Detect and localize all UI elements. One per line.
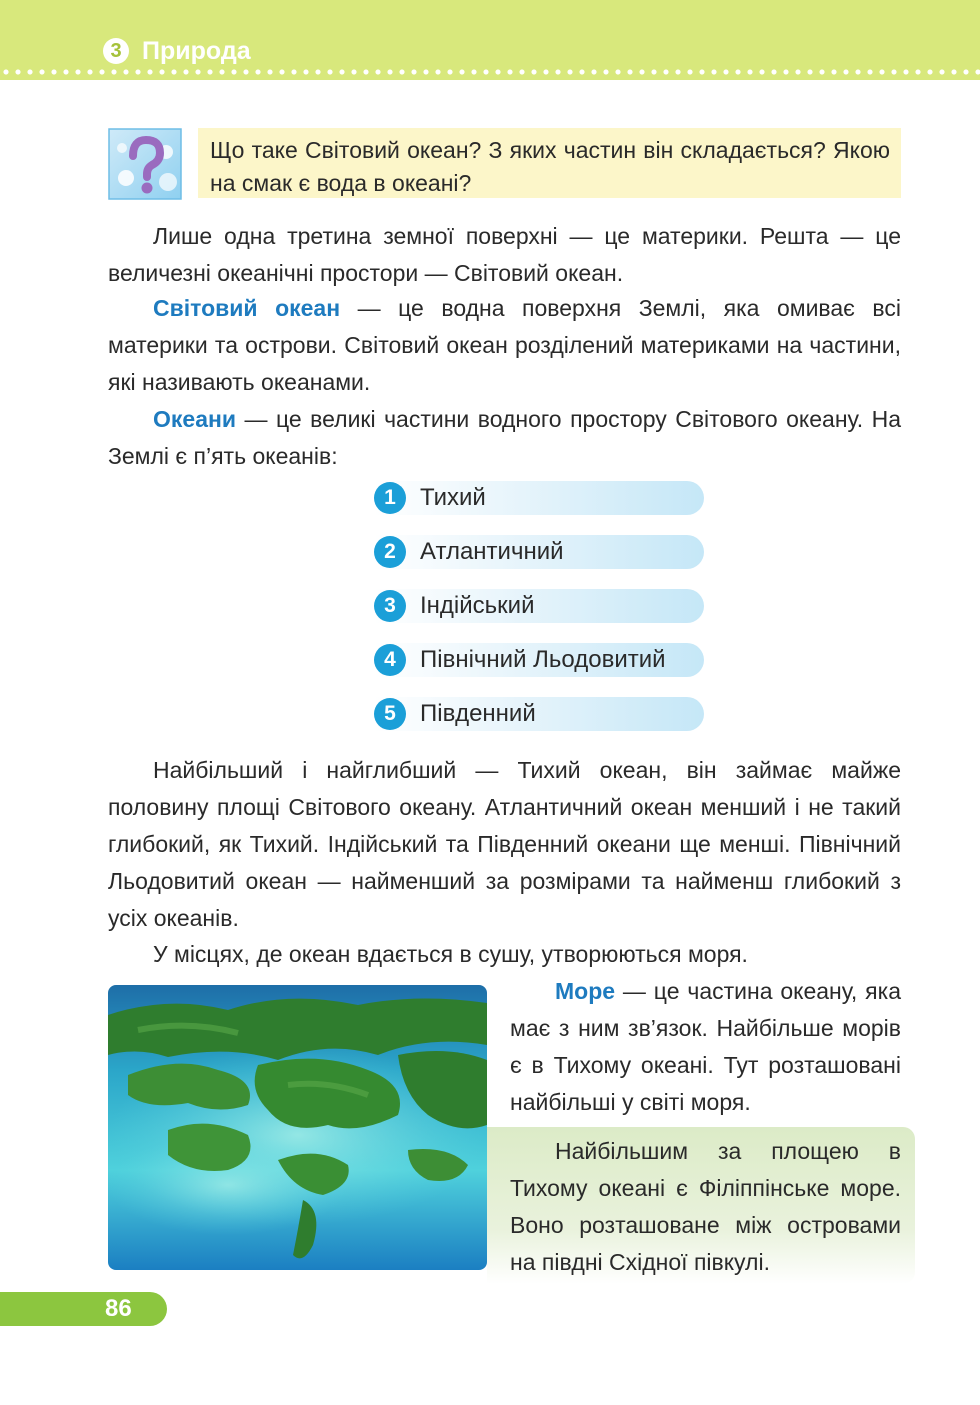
paragraph-ocean-sizes: Найбільший і найглибший — Тихий океан, він займає майже половину площі Світового океану. Атлантичний океан менший і не такий глибокий, як Тихий. Індійський та Південний океани ще менші. Північний Льодовитий океан — найменший за розмірами та найменш глибокий з усіх океанів. <box>108 757 901 931</box>
paragraph-oceans: Океани — це великі частини водного простору Світового океану. На Землі є п’ять океанів: <box>108 406 901 469</box>
ocean-label: Індійський <box>420 592 535 619</box>
list-item-ocean <box>374 697 704 731</box>
paragraph-seas-intro: У місцях, де океан вдається в сушу, утворюються моря. <box>153 941 748 967</box>
question-mark-icon <box>108 128 182 200</box>
chapter-title: Природа <box>142 37 251 65</box>
number-badge: 3 <box>374 590 406 622</box>
paragraph-world-ocean: Світовий океан — це водна поверхня Землі, яка омиває всі материки та острови. Світовий океан розділений материками на частини, які називають океанами. <box>108 295 901 395</box>
number-badge: 4 <box>374 644 406 676</box>
islands-photo <box>108 985 487 1270</box>
list-item-ocean <box>374 535 704 569</box>
page-number: 86 <box>105 1295 132 1322</box>
page-number-tab <box>0 1292 167 1326</box>
header-dotted-line <box>0 68 980 76</box>
question-text: Що таке Світовий океан? З яких частин він складається? Якою на смак є вода в океані? <box>210 137 890 196</box>
ocean-label: Північний Льодовитий <box>420 646 666 673</box>
list-item-ocean <box>374 589 704 623</box>
number-badge: 5 <box>374 698 406 730</box>
number-badge: 1 <box>374 482 406 514</box>
ocean-label: Тихий <box>420 484 486 511</box>
list-item-ocean <box>374 643 704 677</box>
ocean-label: Атлантичний <box>420 538 564 565</box>
term-oceans: Океани <box>153 406 237 432</box>
paragraph-intro: Лише одна третина земної поверхні — це материки. Решта — це величезні океанічні простори — Світовий океан. <box>108 223 901 286</box>
paragraph-sea: Море — це частина океану, яка має з ним зв’язок. Найбільше морів є в Тихому океані. Тут розташовані найбільші у світі моря. <box>510 978 901 1115</box>
term-world-ocean: Світовий океан <box>153 295 341 321</box>
list-item-ocean <box>374 481 704 515</box>
term-sea: Море <box>555 978 616 1004</box>
number-badge: 2 <box>374 536 406 568</box>
chapter-number-badge: 3 <box>103 38 129 64</box>
note-text: Найбільшим за площею в Тихому океані є Філіппінське море. Воно розташоване між островами на півдні Східної півкулі. <box>510 1138 901 1275</box>
ocean-label: Південний <box>420 700 536 727</box>
